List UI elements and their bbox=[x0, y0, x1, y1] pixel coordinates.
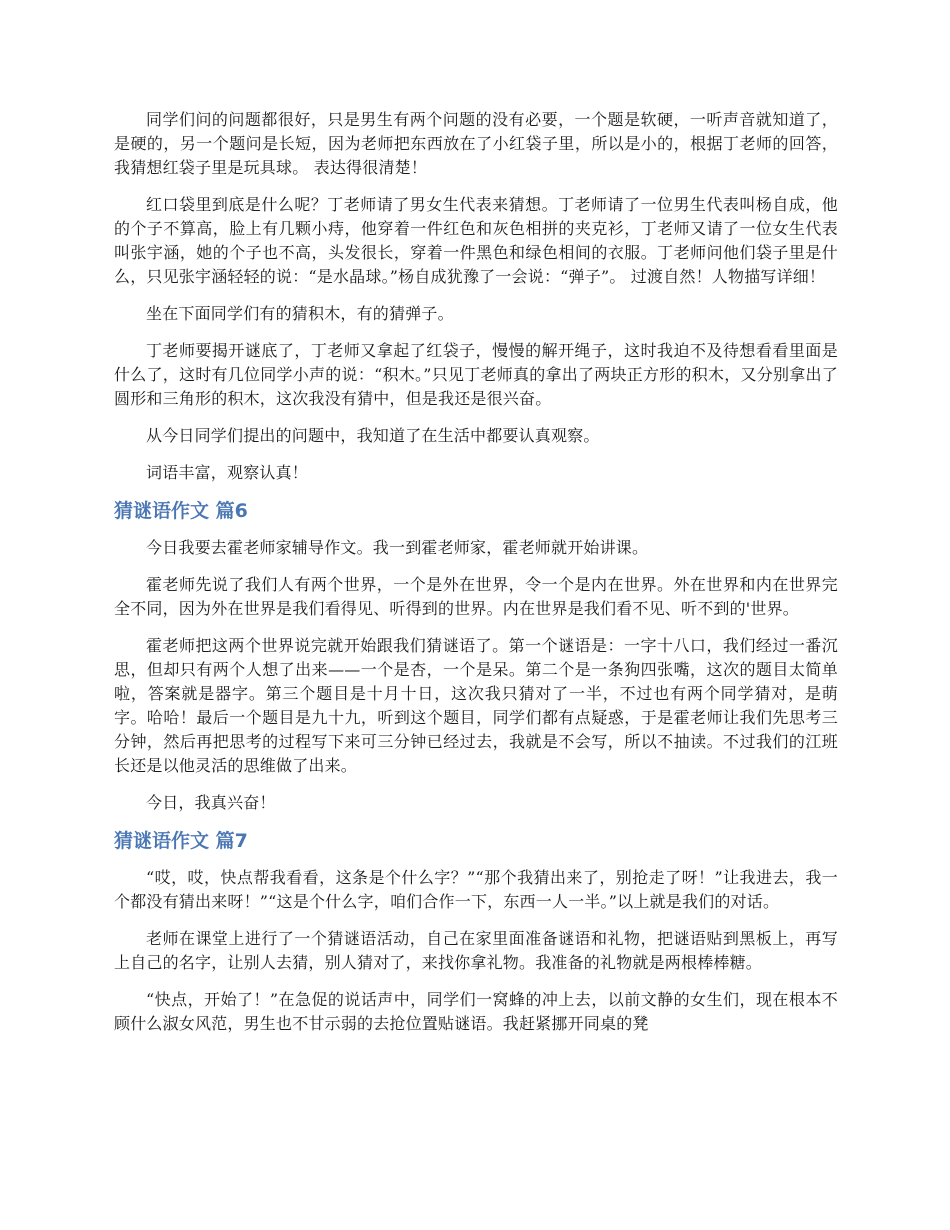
paragraph: 今日，我真兴奋！ bbox=[146, 793, 276, 812]
paragraph: 霍老师先说了我们人有两个世界，一个是外在世界，令一个是内在世界。外在世界和内在世界完全不同，因为外在世界是我们看得见、听得到的世界。内在世界是我们看不见、听不到的'世界。 bbox=[114, 575, 838, 618]
paragraph: 老师在课堂上进行了一个猜谜语活动，自己在家里面准备谜语和礼物，把谜语贴到黑板上，再写上自己的名字，让别人去猜，别人猜对了，来找你拿礼物。我准备的礼物就是两根棒棒糖。 bbox=[114, 929, 838, 972]
section-heading: 猜谜语作文 篇6 bbox=[114, 500, 248, 522]
paragraph: 今日我要去霍老师家辅导作文。我一到霍老师家，霍老师就开始讲课。 bbox=[146, 538, 649, 557]
paragraph: 坐在下面同学们有的猜积木，有的猜弹子。 bbox=[146, 304, 454, 323]
paragraph: 红口袋里到底是什么呢？丁老师请了男女生代表来猜想。丁老师请了一位男生代表叫杨自成，他的个子不算高，脸上有几颗小痔，他穿着一件红色和灰色相拼的夹克衫，丁老师又请了一位女生代表叫张宇涵，她的个子也不高，头发很长，穿着一件黑色和绿色相间的衣服。丁老师问他们袋子里是什么，只见张宇涵轻轻的说：“是水晶球。”杨自成犹豫了一会说：“弹子”。 过渡自然！人物描写详细！ bbox=[114, 195, 838, 286]
paragraph: “哎，哎，快点帮我看看，这条是个什么字？”“那个我猜出来了，别抢走了呀！”让我进去，我一个都没有猜出来呀！”“这是个什么字，咱们合作一下，东西一人一半。”以上就是我们的对话。 bbox=[114, 868, 838, 911]
section-heading: 猜谜语作文 篇7 bbox=[114, 830, 248, 852]
paragraph: 从今日同学们提出的问题中，我知道了在生活中都要认真观察。 bbox=[146, 426, 600, 445]
paragraph: 词语丰富，观察认真！ bbox=[146, 463, 309, 482]
paragraph: 同学们问的问题都很好，只是男生有两个问题的没有必要，一个题是软硬，一听声音就知道了，是硬的，另一个题问是长短，因为老师把东西放在了小红袋子里，所以是小的，根据丁老师的回答，我猜想红袋子里是玩具球。 表达得很清楚！ bbox=[114, 110, 838, 177]
paragraph: “快点，开始了！”在急促的说话声中，同学们一窝蜂的冲上去，以前文静的女生们，现在根本不顾什么淑女风范，男生也不甘示弱的去抢位置贴谜语。我赶紧挪开同桌的凳 bbox=[114, 990, 838, 1033]
paragraph: 丁老师要揭开谜底了，丁老师又拿起了红袋子，慢慢的解开绳子，这时我迫不及待想看看里面是什么了，这时有几位同学小声的说：“积木。”只见丁老师真的拿出了两块正方形的积木，又分别拿出了圆形和三角形的积木，这次我没有猜中，但是我还是很兴奋。 bbox=[114, 341, 838, 408]
paragraph: 霍老师把这两个世界说完就开始跟我们猜谜语了。第一个谜语是：一字十八口，我们经过一番沉思，但却只有两个人想了出来——一个是杏，一个是呆。第二个是一条狗四张嘴，这次的题目太简单啦，答案就是器字。第三个题目是十月十日，这次我只猜对了一半，不过也有两个同学猜对，是萌字。哈哈！最后一个题目是九十九，听到这个题目，同学们都有点疑惑，于是霍老师让我们先思考三分钟，然后再把思考的过程写下来可三分钟已经过去，我就是不会写，所以不抽读。不过我们的江班长还是以他灵活的思维做了出来。 bbox=[114, 636, 838, 775]
